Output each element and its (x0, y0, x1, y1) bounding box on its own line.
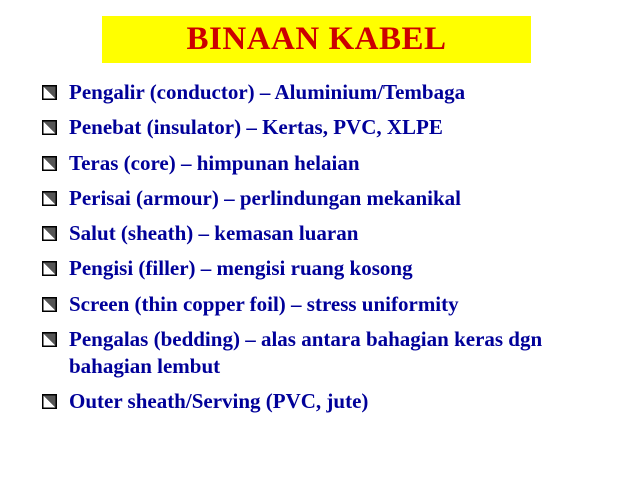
bullet-item (42, 388, 632, 415)
bullet-text: Outer sheath/Serving (PVC, jute) (69, 389, 369, 414)
title-banner (102, 16, 531, 63)
bullet-item (42, 255, 632, 282)
bullet-item (42, 291, 632, 318)
square-bullet-icon (42, 297, 57, 312)
bullet-item (42, 185, 632, 212)
square-bullet-icon (42, 156, 57, 171)
bullet-item (42, 326, 614, 380)
square-bullet-icon (42, 120, 57, 135)
bullet-list (42, 79, 632, 424)
square-bullet-icon (42, 261, 57, 276)
bullet-text: Pengisi (filler) – mengisi ruang kosong (69, 256, 413, 281)
bullet-text: Penebat (insulator) – Kertas, PVC, XLPE (69, 115, 443, 140)
bullet-item (42, 220, 632, 247)
bullet-text: Salut (sheath) – kemasan luaran (69, 221, 359, 246)
square-bullet-icon (42, 85, 57, 100)
bullet-item (42, 79, 632, 106)
square-bullet-icon (42, 226, 57, 241)
square-bullet-icon (42, 394, 57, 409)
slide-title: BINAAN KABEL (186, 21, 447, 57)
bullet-text: Screen (thin copper foil) – stress uniformity (69, 291, 459, 316)
square-bullet-icon (42, 191, 57, 206)
bullet-item (42, 114, 632, 141)
bullet-item (42, 150, 632, 177)
bullet-text: Pengalir (conductor) – Aluminium/Tembaga (69, 80, 466, 104)
bullet-text: Pengalas (bedding) – alas antara bahagian keras dgn bahagian lembut (69, 327, 543, 379)
bullet-text: Perisai (armour) – perlindungan mekanikal (69, 185, 462, 210)
square-bullet-icon (42, 332, 57, 347)
bullet-text: Teras (core) – himpunan helaian (69, 150, 360, 175)
